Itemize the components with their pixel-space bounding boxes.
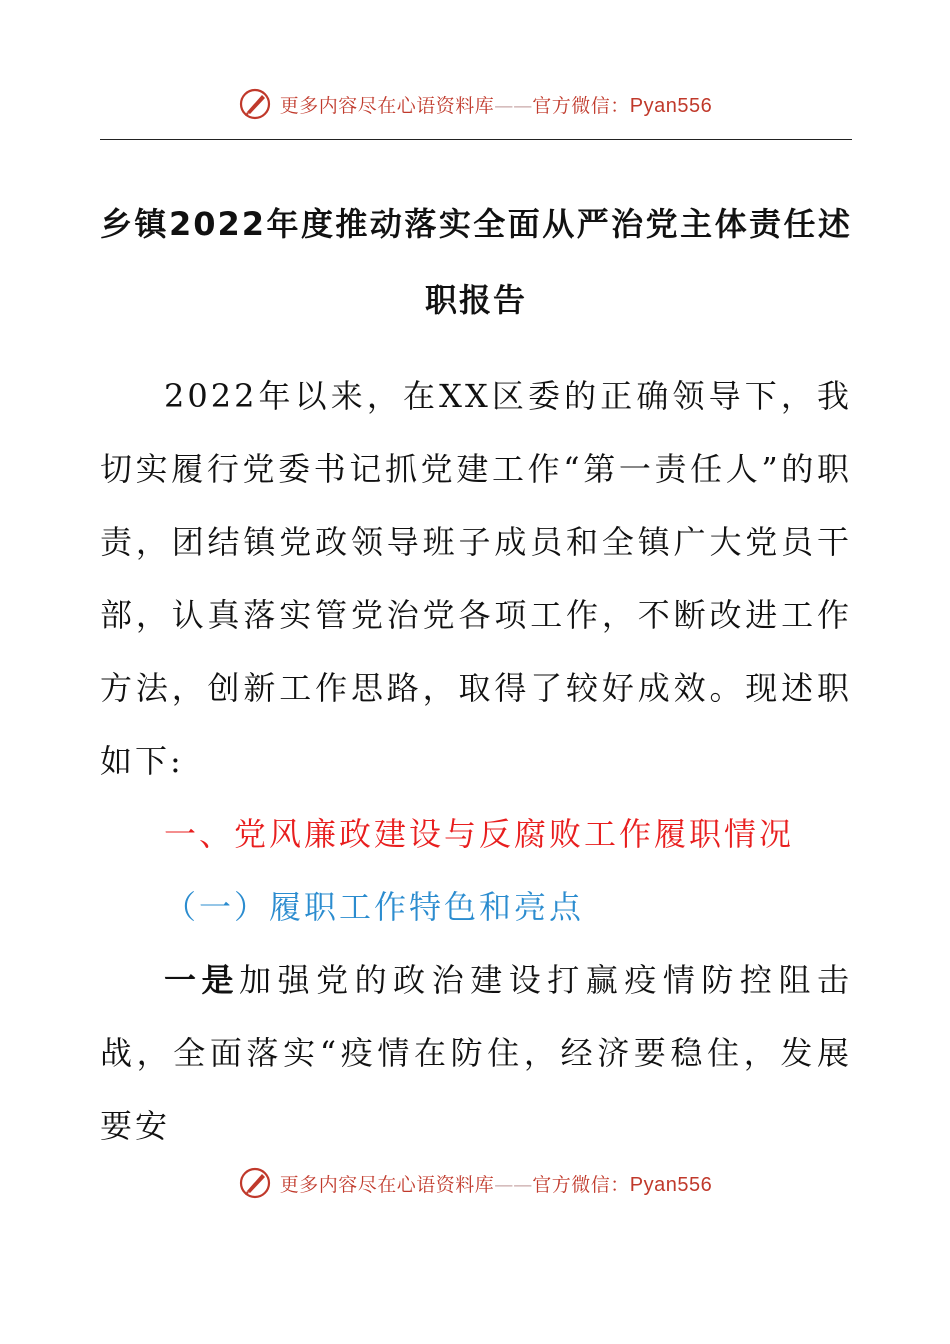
document-body bbox=[100, 360, 852, 1163]
document-title: 乡镇2022年度推动落实全面从严治党主体责任述职报告 bbox=[100, 205, 852, 319]
subsection-heading: （一）履职工作特色和亮点 bbox=[164, 888, 585, 926]
watermark-text: 更多内容尽在心语资料库——官方微信：Pyan556 bbox=[279, 1173, 713, 1196]
point-lead: 一是 bbox=[164, 961, 240, 999]
watermark-text: 更多内容尽在心语资料库——官方微信：Pyan556 bbox=[279, 94, 713, 117]
watermark-footer bbox=[0, 1163, 950, 1203]
section-heading: 一、党风廉政建设与反腐败工作履职情况 bbox=[164, 815, 795, 853]
pen-circle-logo-icon bbox=[238, 1166, 272, 1200]
intro-paragraph: 2022年以来，在XX区委的正确领导下，我切实履行党委书记抓党建工作“第一责任人”的职责，团结镇党政领导班子成员和全镇广大党员干部，认真落实管党治党各项工作，不断改进工作方法，创新工作思路，取得了较好成效。现述职如下: bbox=[100, 377, 852, 780]
point-text: 加强党的政治建设打赢疫情防控阻击战，全面落实“疫情在防住，经济要稳住，发展要安 bbox=[100, 961, 852, 1145]
point-paragraph bbox=[100, 944, 852, 1163]
pen-circle-logo-icon bbox=[238, 87, 272, 121]
watermark-header bbox=[0, 84, 950, 124]
header-divider bbox=[100, 139, 852, 140]
